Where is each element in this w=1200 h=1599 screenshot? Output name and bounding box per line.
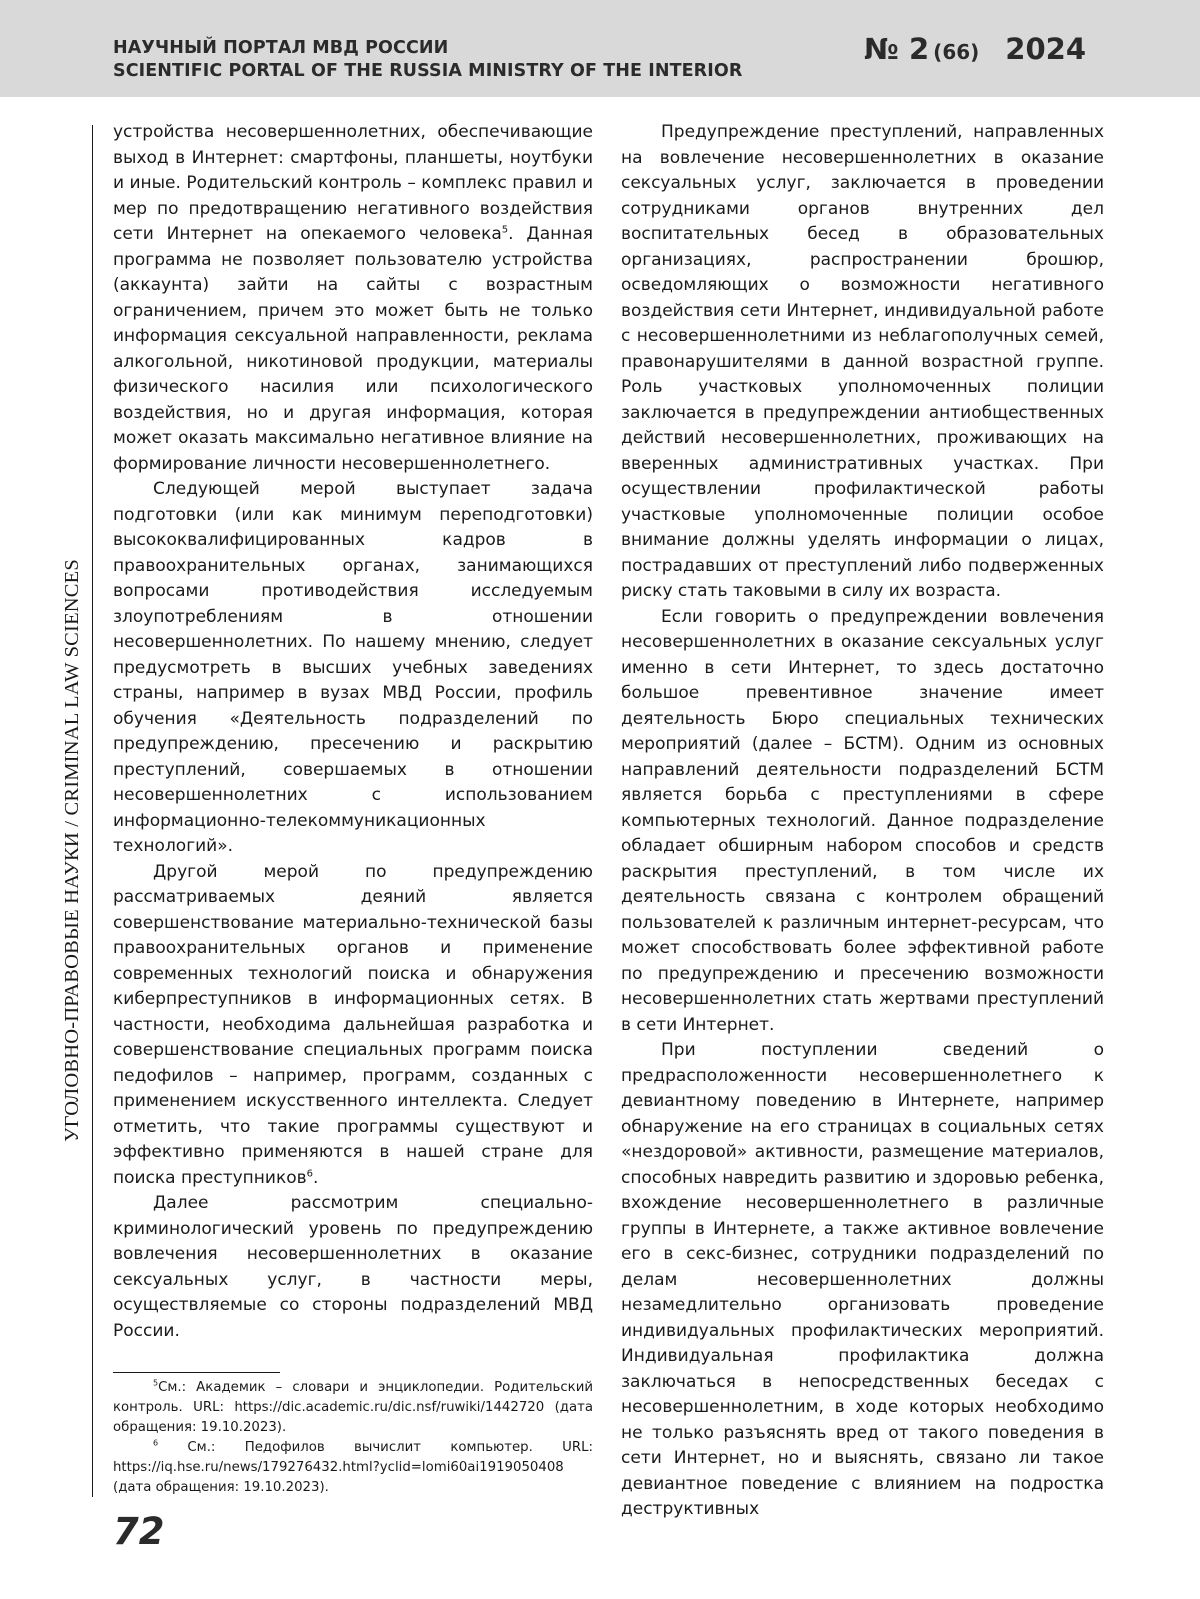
footnote-ref-5[interactable]: 5 [501,224,509,236]
paragraph [113,860,593,1192]
footnote-text: См.: Педофилов вычислит компьютер. URL: https://iq.hse.ru/news/179276432.html?yclid=lomi60ai1919050408 (дата обращения: 19.10.2023). [113,1440,593,1495]
issue-info [864,32,1086,66]
footnote-5 [113,1378,593,1438]
page-number: 72 [113,1510,165,1553]
paragraph-text: . Данная программа не позволяет пользователю устройства (аккаунта) зайти на сайты с возрастным ограничением, причем это может быть не только информация сексуальной направленности, реклама алкогольной, никотиновой продукции, материалы физического насилия или психологического воздействия, но и другая информация, которая может оказать максимально негативное влияние на формирование личности несовершеннолетнего. [113,224,593,474]
footnote-number: 6 [153,1438,159,1448]
footnote-divider [113,1372,280,1373]
paragraph: Следующей мерой выступает задача подготовки (или как минимум переподготовки) высококвалифицированных кадров в правоохранительных органах, занимающихся вопросами противодействия исследуемым злоупотреблениям в отношении несовершеннолетних. По нашему мнению, следует предусмотреть в высших учебных заведениях страны, например в вузах МВД России, профиль обучения «Деятельность подразделений по предупреждению, пресечению и раскрытию преступлений, совершаемых в отношении несовершеннолетних с использованием информационно-телекоммуникационных технологий». [113,479,593,856]
section-title: УГОЛОВНО-ПРАВОВЫЕ НАУКИ / CRIMINAL LAW SCIENCES [61,559,83,1142]
footnote-ref-6[interactable]: 6 [306,1167,314,1179]
paragraph: Предупреждение преступлений, направленных на вовлечение несовершеннолетних в оказание сексуальных услуг, заключается в проведении сотрудниками органов внутренних дел воспитательных бесед в образовательных организациях, распространении брошюр, осведомляющих о возможности негативного воздействия сети Интернет, индивидуальной работе с несовершеннолетними из неблагополучных семей, правонарушителями в данной возрастной группе. Роль участковых уполномоченных полиции заключается в предупреждении антиобщественных действий несовершеннолетних, проживающих на вверенных административных участках. При осуществлении профилактической работы участковые уполномоченные полиции особое внимание должны уделять информации о лицах, пострадавших от преступлений либо подверженных риску стать таковыми в силу их возраста. [621,122,1104,601]
paragraph-text: Другой мерой по предупреждению рассматриваемых деяний является совершенствование материально-технической базы правоохранительных органов и применение современных технологий поиска и обнаружения киберпреступников в информационных сетях. В частности, необходима дальнейшая разработка и совершенствование специальных программ поиска педофилов – например, программ, созданных с применением искусственного интеллекта. Следует отметить, что такие программы существуют и эффективно применяются в нашей стране для поиска преступников [113,861,593,1188]
side-rule [92,125,93,1497]
journal-name-en: SCIENTIFIC PORTAL OF THE RUSSIA MINISTRY OF THE INTERIOR [113,61,743,81]
footnote-6 [113,1438,593,1498]
paragraph: Далее рассмотрим специально-криминологический уровень по предупреждению вовлечения несовершеннолетних в оказание сексуальных услуг, в частности меры, осуществляемые со стороны подразделений МВД России. [113,1193,593,1341]
paragraph [113,120,593,477]
paragraph-text: . [313,1167,319,1188]
issue-number: № 2 [864,32,930,66]
journal-name-ru: НАУЧНЫЙ ПОРТАЛ МВД РОССИИ [113,38,449,58]
journal-header [0,0,1200,97]
footnotes [113,1378,593,1498]
issue-year: 2024 [1005,32,1087,66]
left-column [113,120,593,1344]
journal-name [113,37,742,83]
paragraph: При поступлении сведений о предрасположенности несовершеннолетнего к девиантному поведению в Интернете, например обнаружение на его страницах в социальных сетях «нездоровой» активности, размещение материалов, способных навредить развитию и здоровью ребенка, вхождение несовершеннолетнего в различные группы в Интернете, а также активное вовлечение его в секс-бизнес, сотрудники подразделений по делам несовершеннолетних должны незамедлительно организовать проведение индивидуальных профилактических мероприятий. Индивидуальная профилактика должна заключаться в непосредственных беседах с несовершеннолетним, в ходе которых необходимо не только разъяснять вред от такого поведения в сети Интернет, но и выяснять, связано ли такое девиантное поведение с влиянием на подростка деструктивных [621,1040,1104,1519]
issue-volume: (66) [933,40,980,64]
footnote-text: См.: Академик – словари и энциклопедии. Родительский контроль. URL: https://dic.academic.ru/dic.nsf/ruwiki/1442720 (дата обращения: 19.10.2023). [113,1380,593,1435]
right-column [621,120,1104,1523]
paragraph: Если говорить о предупреждении вовлечения несовершеннолетних в оказание сексуальных услуг именно в сети Интернет, то здесь достаточно большое превентивное значение имеет деятельность Бюро специальных технических мероприятий (далее – БСТМ). Одним из основных направлений деятельности подразделений БСТМ является борьба с преступлениями в сфере компьютерных технологий. Данное подразделение обладает обширным набором способов и средств раскрытия преступлений, в том числе их деятельность связана с контролем обращений пользователей к различным интернет-ресурсам, что может способствовать более эффективной работе по предупреждению и пресечению возможности несовершеннолетних стать жертвами преступлений в сети Интернет. [621,606,1104,1035]
paragraph-text: устройства несовершеннолетних, обеспечивающие выход в Интернет: смартфоны, планшеты, ноутбуки и иные. Родительский контроль – комплекс правил и мер по предотвращению негативного воздействия сети Интернет на опекаемого человека [113,122,593,244]
footnote-number: 5 [153,1378,159,1388]
